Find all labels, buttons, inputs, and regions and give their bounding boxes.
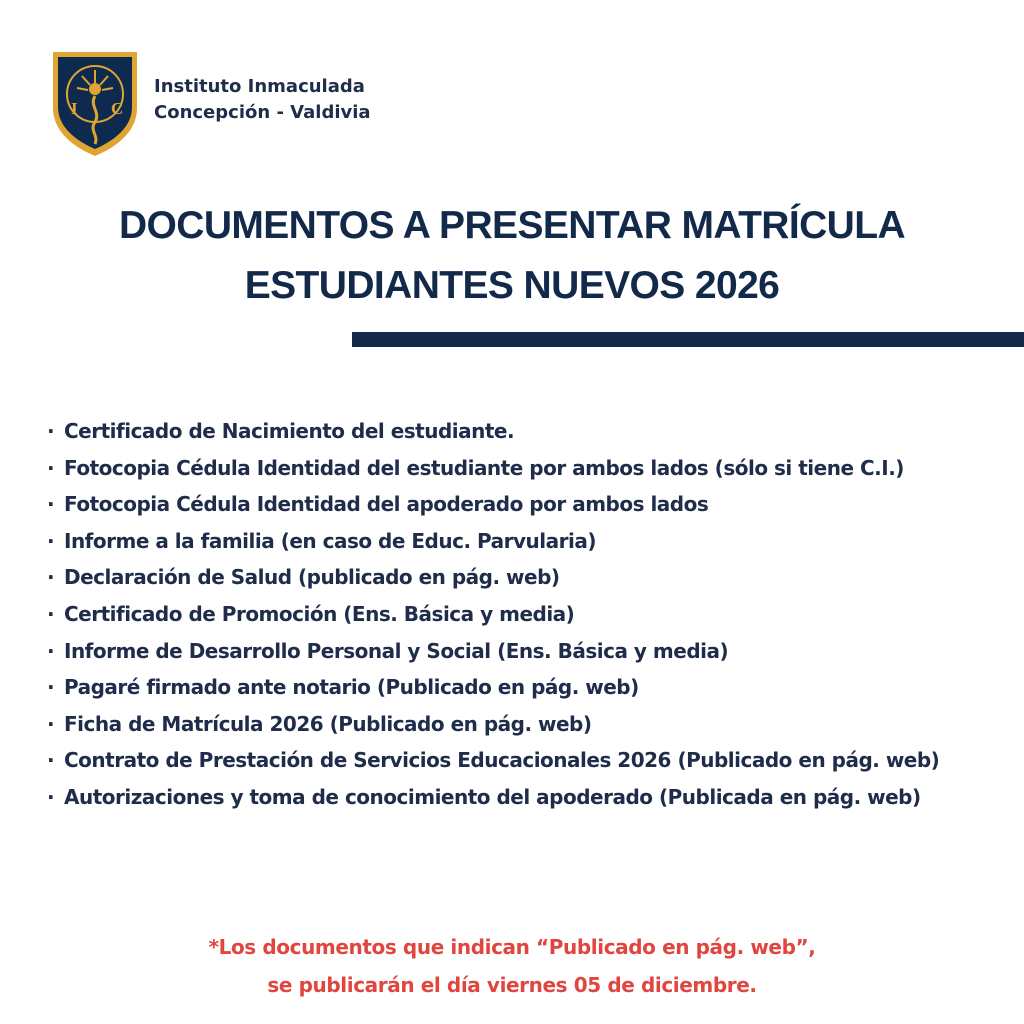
- institution-name-line: Instituto Inmaculada: [154, 76, 365, 97]
- list-item: [47, 486, 939, 523]
- list-item: [47, 596, 939, 633]
- bullet-marker: ·: [47, 419, 55, 443]
- logo-letter-right: C: [111, 99, 124, 118]
- document-label: Declaración de Salud (publicado en pág. web): [64, 565, 560, 590]
- document-label: Certificado de Promoción (Ens. Básica y media): [64, 601, 575, 626]
- title-divider-bar: [352, 332, 1024, 347]
- list-item: [47, 523, 939, 560]
- bullet-marker: ·: [47, 455, 55, 480]
- list-item: [47, 413, 939, 450]
- document-label: Certificado de Nacimiento del estudiante.: [64, 419, 515, 443]
- document-label: Ficha de Matrícula 2026 (Publicado en pág. web): [64, 711, 592, 736]
- title-line-1: DOCUMENTOS A PRESENTAR MATRÍCULA: [118, 204, 906, 247]
- bullet-marker: ·: [47, 528, 55, 553]
- footnote-line-1: *Los documentos que indican “Publicado en pág. web”,: [208, 935, 816, 959]
- list-item: [47, 742, 939, 779]
- bullet-marker: ·: [47, 638, 55, 663]
- list-item: [47, 450, 939, 487]
- page-title: [0, 196, 1024, 316]
- footnote-line-2: se publicarán el día viernes 05 de diciembre.: [267, 973, 757, 997]
- bullet-marker: ·: [47, 748, 55, 773]
- list-item: [47, 669, 939, 706]
- institution-name: [154, 74, 371, 126]
- list-item: [47, 559, 939, 596]
- document-label: Pagaré firmado ante notario (Publicado en pág. web): [64, 675, 639, 700]
- logo-letter-left: I: [71, 99, 78, 118]
- footnote: [0, 928, 1024, 1004]
- institution-crest-logo: [49, 48, 141, 158]
- bullet-marker: ·: [47, 675, 55, 700]
- document-label: Autorizaciones y toma de conocimiento del apoderado (Publicada en pág. web): [64, 784, 921, 809]
- list-item: [47, 706, 939, 743]
- bullet-marker: ·: [47, 784, 55, 809]
- institution-name-line: Concepción - Valdivia: [154, 102, 371, 123]
- document-label: Fotocopia Cédula Identidad del estudiante por ambos lados (sólo si tiene C.I.): [64, 455, 904, 480]
- list-item: [47, 633, 939, 670]
- document-label: Informe de Desarrollo Personal y Social (Ens. Básica y media): [64, 638, 729, 663]
- document-label: Contrato de Prestación de Servicios Educacionales 2026 (Publicado en pág. web): [64, 748, 940, 773]
- list-item: [47, 779, 939, 816]
- document-label: Informe a la familia (en caso de Educ. Parvularia): [64, 528, 596, 553]
- bullet-marker: ·: [47, 492, 55, 517]
- document-label: Fotocopia Cédula Identidad del apoderado por ambos lados: [64, 492, 709, 517]
- documents-list: [47, 413, 939, 816]
- bullet-marker: ·: [47, 711, 55, 736]
- bullet-marker: ·: [47, 601, 55, 626]
- bullet-marker: ·: [47, 565, 55, 590]
- title-line-2: ESTUDIANTES NUEVOS 2026: [244, 264, 780, 307]
